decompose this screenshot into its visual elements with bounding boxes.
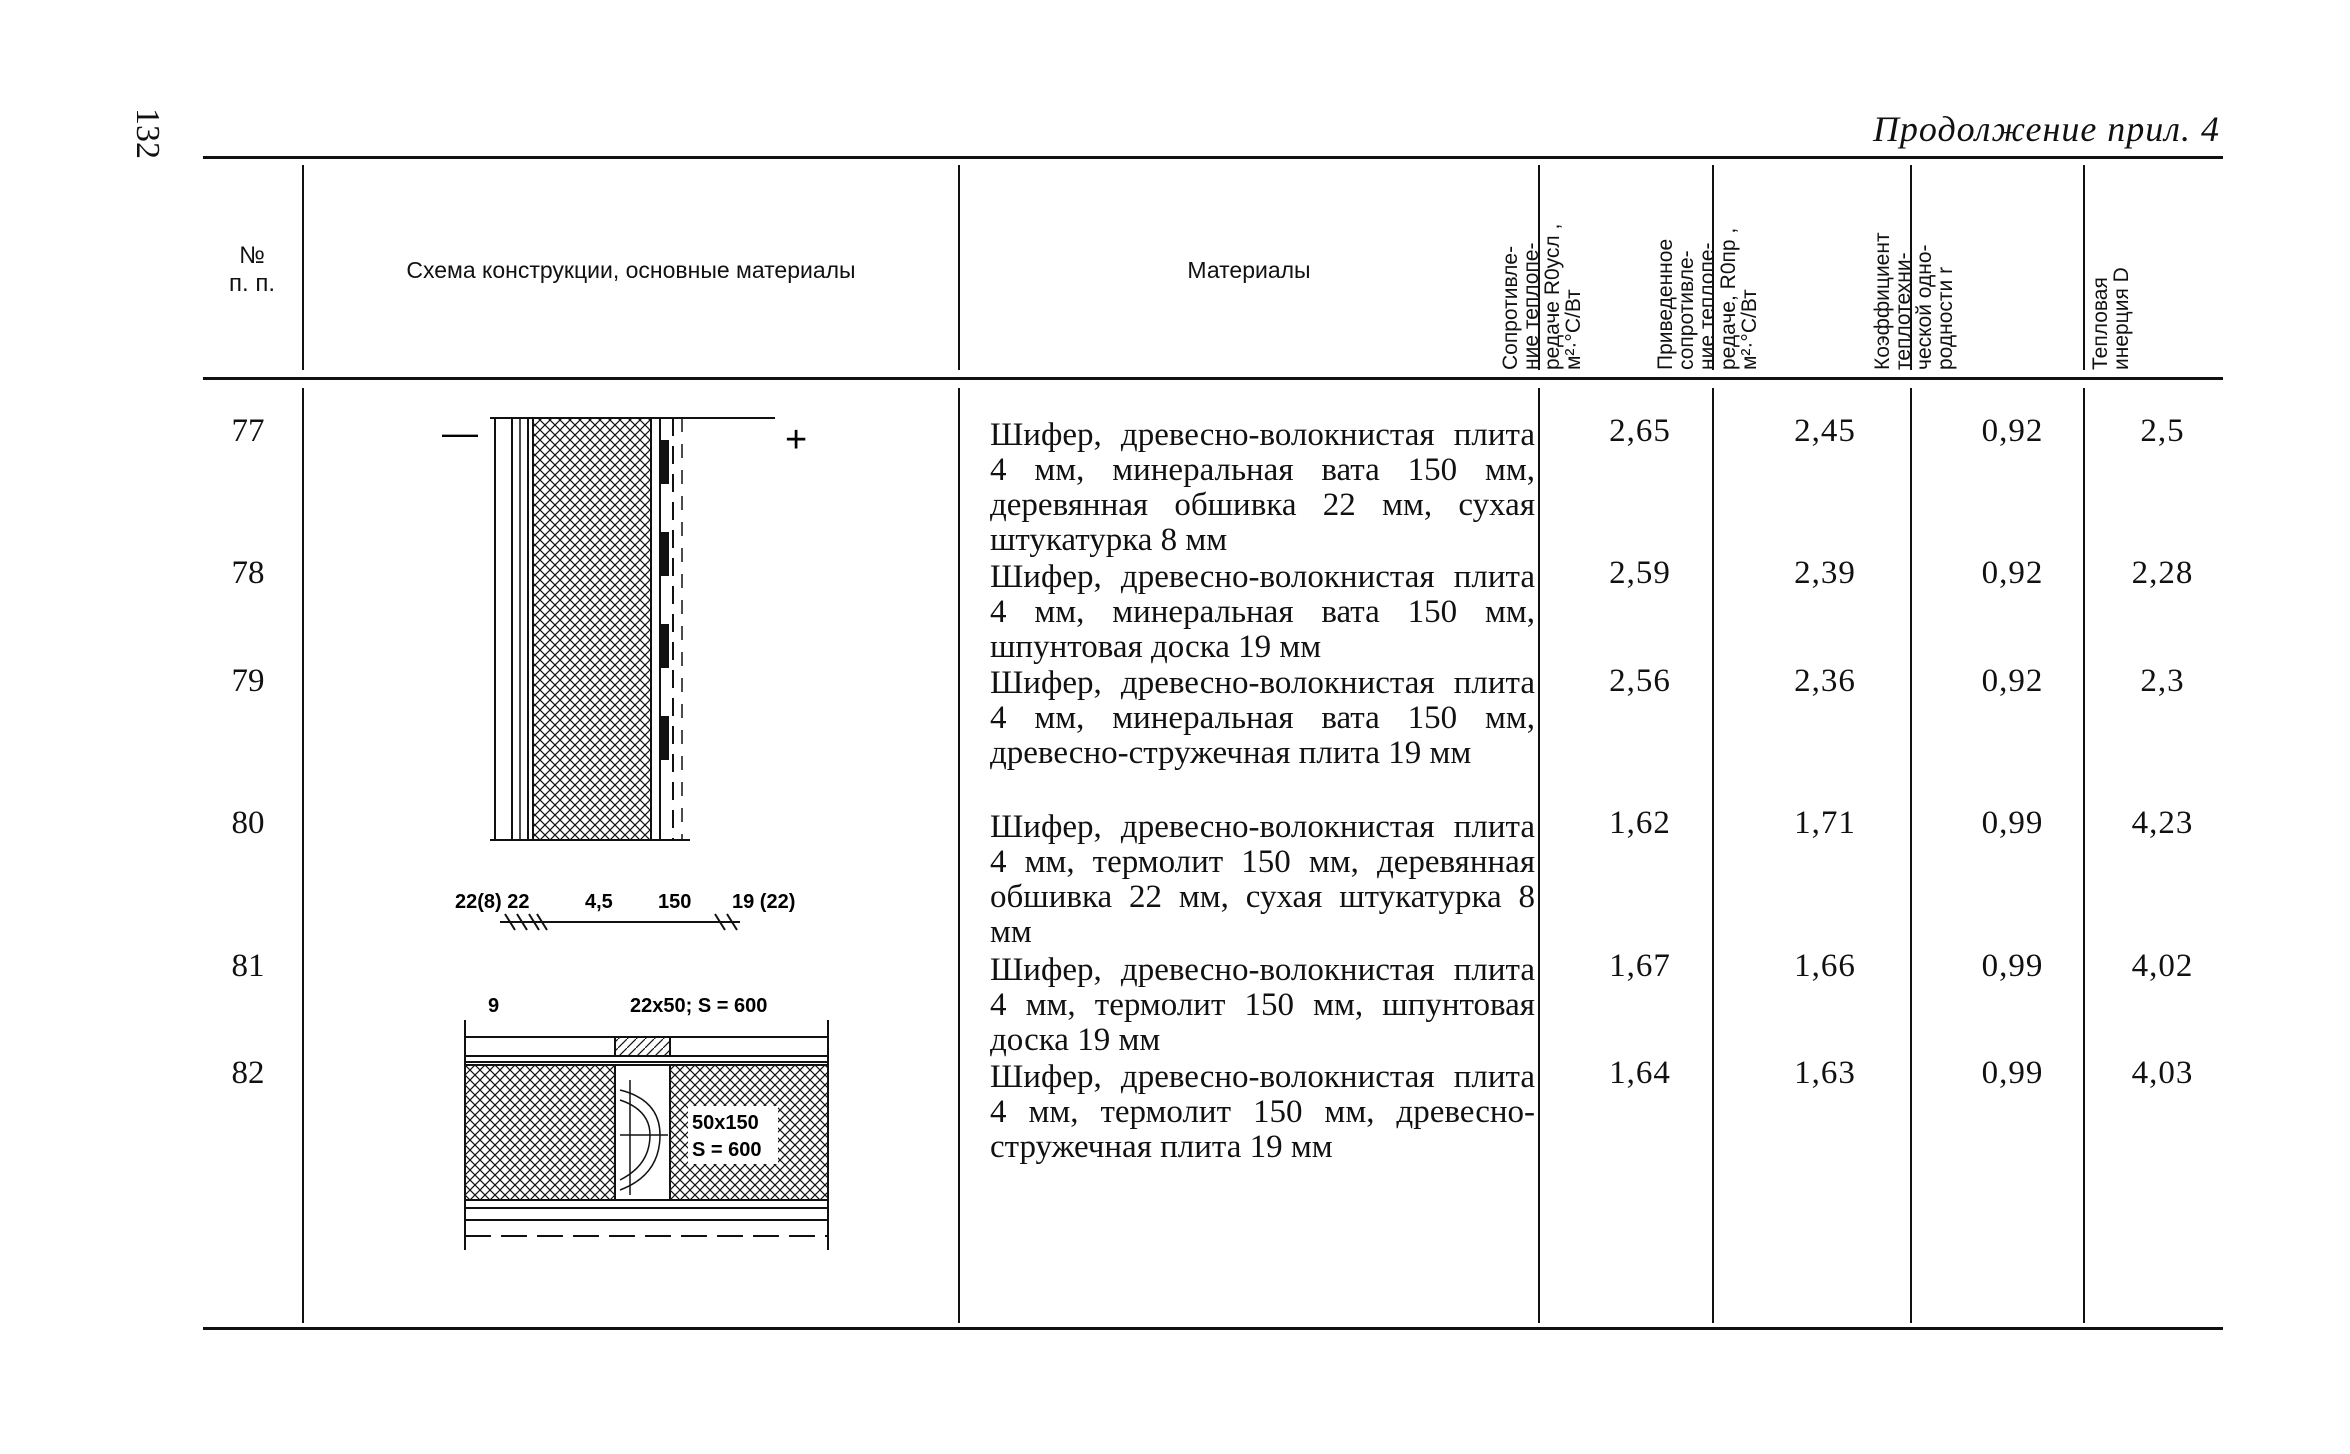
- header-r-l2: теплотехни-: [1891, 252, 1915, 370]
- col-divider-2b: [958, 388, 960, 1323]
- row-r-pr: 1,71: [1794, 805, 1856, 841]
- header-r-pr-l4: редаче, R0пр ,: [1717, 227, 1740, 370]
- row-num: 77: [231, 413, 265, 449]
- continuation-caption: Продолжение прил. 4: [1872, 109, 2220, 149]
- header-materials: Материалы: [1187, 256, 1311, 283]
- header-num-line1: №: [239, 242, 265, 269]
- row-d: 4,23: [2131, 805, 2194, 841]
- header-num-line2: п. п.: [229, 270, 275, 297]
- row-num: 79: [231, 663, 265, 699]
- col-divider-6b: [2083, 388, 2085, 1323]
- row-num: 82: [231, 1055, 265, 1091]
- header-r-l4: родности r: [1933, 266, 1957, 370]
- header-r-usl-l4: м²·°С/Вт: [1562, 289, 1585, 370]
- row-r-usl: 2,59: [1609, 555, 1671, 591]
- row-r: 0,92: [1981, 413, 2044, 449]
- dimension-line: [500, 914, 740, 930]
- row-r-pr: 1,63: [1794, 1055, 1856, 1091]
- row-materials: Шифер, древесно-волокнистая плита 4 мм, минеральная вата 150 мм, деревянная обшивка 22 мм, сухая штукатурка 8 мм: [990, 417, 1535, 558]
- row-materials: Шифер, древесно-волокнистая плита 4 мм, термолит 150 мм, деревянная обшивка 22 мм, сухая штукатурка 8 мм: [990, 809, 1535, 950]
- row-r-usl: 1,62: [1609, 805, 1671, 841]
- plan-label-9: 9: [488, 995, 500, 1017]
- plan-view: [465, 1020, 828, 1250]
- header-d-l2: инерция D: [2110, 267, 2133, 370]
- col-divider-1b: [302, 388, 304, 1323]
- header-num: [203, 170, 301, 370]
- dim-label-left: 22(8) 22: [455, 891, 530, 913]
- header-r-usl-l1: Сопротивле-: [1499, 245, 1522, 370]
- wall-section-diagram: [420, 400, 860, 1280]
- row-d: 4,02: [2131, 948, 2194, 984]
- header-d: [2085, 165, 2223, 370]
- row-d: 4,03: [2131, 1055, 2194, 1091]
- plan-label-stud: 22x50; S = 600: [630, 995, 768, 1017]
- plan-label-joist-b: S = 600: [692, 1139, 762, 1161]
- table-top-rule: [203, 156, 2223, 159]
- header-r-usl-l3: редаче R0усл ,: [1541, 223, 1564, 370]
- row-r-usl: 1,64: [1609, 1055, 1671, 1091]
- plus-sign: +: [785, 419, 808, 461]
- row-materials: Шифер, древесно-волокнистая плита 4 мм, минеральная вата 150 мм, древесно-стружечная плита 19 мм: [990, 665, 1535, 771]
- row-num: 80: [231, 805, 265, 841]
- row-d: 2,5: [2140, 413, 2185, 449]
- col-divider-4b: [1712, 388, 1714, 1323]
- col-divider-5b: [1910, 388, 1912, 1323]
- row-r: 0,92: [1981, 663, 2044, 699]
- dim-label-45: 4,5: [585, 891, 613, 913]
- row-d: 2,3: [2140, 663, 2185, 699]
- row-r: 0,99: [1981, 948, 2044, 984]
- header-r-l3: ческой одно-: [1912, 244, 1936, 370]
- minus-sign: —: [442, 412, 478, 453]
- col-divider-3b: [1538, 388, 1540, 1323]
- row-r-usl: 1,67: [1609, 948, 1671, 984]
- page-number: 132: [129, 108, 166, 159]
- header-bottom-rule: [203, 377, 2223, 380]
- row-r-pr: 2,39: [1794, 555, 1856, 591]
- row-materials: Шифер, древесно-волокнистая плита 4 мм, термолит 150 мм, древесно-стружечная плита 19 мм: [990, 1059, 1535, 1165]
- table-bottom-rule: [203, 1327, 2223, 1330]
- header-r-usl-l2: ние теплопе-: [1520, 242, 1543, 370]
- row-materials: Шифер, древесно-волокнистая плита 4 мм, термолит 150 мм, шпунтовая доска 19 мм: [990, 952, 1535, 1058]
- header-r-pr-l1: Приведенное: [1654, 238, 1677, 370]
- header-r-pr-l2: сопротивле-: [1675, 250, 1698, 370]
- header-scheme: Схема конструкции, основные материалы: [406, 256, 856, 283]
- header-r-l1: Коэффициент: [1870, 232, 1894, 370]
- row-r-pr: 2,45: [1794, 413, 1856, 449]
- row-num: 81: [231, 948, 265, 984]
- row-materials: Шифер, древесно-волокнистая плита 4 мм, минеральная вата 150 мм, шпунтовая доска 19 мм: [990, 559, 1535, 665]
- header-r-pr-l5: м²·°С/Вт: [1738, 289, 1761, 370]
- header-r: [1870, 165, 2083, 370]
- row-r: 0,99: [1981, 1055, 2044, 1091]
- header-d-l1: Тепловая: [2089, 277, 2112, 370]
- row-r: 0,99: [1981, 805, 2044, 841]
- dim-label-150: 150: [658, 891, 692, 913]
- header-r-pr-l3: ние теплопе-: [1696, 242, 1719, 370]
- row-r-usl: 2,56: [1609, 663, 1671, 699]
- row-r: 0,92: [1981, 555, 2044, 591]
- plan-label-joist-a: 50x150: [692, 1112, 759, 1134]
- row-d: 2,28: [2131, 555, 2194, 591]
- row-r-pr: 1,66: [1794, 948, 1856, 984]
- row-r-usl: 2,65: [1609, 413, 1671, 449]
- row-num: 78: [231, 555, 265, 591]
- section-view: [490, 418, 775, 840]
- row-r-pr: 2,36: [1794, 663, 1856, 699]
- dim-label-right: 19 (22): [732, 891, 796, 913]
